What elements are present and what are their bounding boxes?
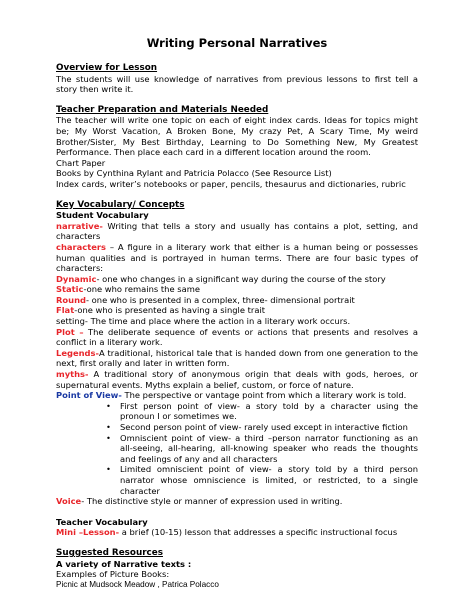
- resources-subheading: A variety of Narrative texts :: [56, 558, 192, 569]
- list-item: • Omniscient point of view- a third –person narrator functioning as an all-seeing, all-hearing, all-knowing speaker who reads the thoughts and feelings of any and all characters: [120, 433, 418, 465]
- list-item: • Limited omniscient point of view- a story told by a third person narrator whose omniscience is limited, or restricted, to a single character: [120, 464, 418, 496]
- page-title: Writing Personal Narratives: [146, 36, 328, 50]
- vocab-term: Static: [56, 284, 84, 295]
- student-vocab-heading: Student Vocabulary: [56, 210, 149, 221]
- vocab-term: myths: [56, 369, 86, 380]
- vocab-heading: Key Vocabulary/ Concepts: [56, 199, 185, 210]
- vocab-entry-legends: Legends-A traditional, historical tale that is handed down from one generation to the next, first orally and later in written form.: [56, 347, 418, 369]
- vocab-term: Plot: [56, 326, 75, 337]
- vocab-entry-narrative: narrative- Writing that tells a story and usually has contains a plot, setting, and characters: [56, 220, 418, 242]
- vocab-definition: A traditional, historical tale that is handed down from one generation to the next, first orally and later in written form.: [56, 347, 418, 369]
- vocab-term: Flat: [56, 305, 75, 316]
- vocab-term: Point of View: [56, 390, 119, 401]
- list-item: • First person point of view- a story told by a character using the pronoun I or sometimes we.: [120, 401, 418, 422]
- vocab-term: Legends: [56, 347, 96, 358]
- vocab-definition: a brief (10-15) lesson that addresses a specific instructional focus: [119, 527, 398, 538]
- vocab-definition: one who is presented as having a single trait: [77, 305, 266, 316]
- vocab-entry-round: Round- one who is presented in a complex, three- dimensional portrait: [56, 294, 355, 305]
- vocab-entry-dynamic: Dynamic- one who changes in a significant way during the course of the story: [56, 273, 386, 284]
- vocab-definition: A traditional story of anonymous origin that deals with gods, heroes, or supernatural events. Myths explain a belief, custom, or force of nature.: [56, 369, 418, 390]
- overview-text: The students will use knowledge of narratives from previous lessons to first tell a story then write it.: [56, 73, 418, 95]
- vocab-entry-setting: [56, 316, 418, 327]
- prep-item: Chart Paper: [56, 157, 106, 168]
- vocab-entry-flat: Flat-one who is presented as having a single trait: [56, 305, 266, 316]
- resources-book: Picnic at Mudsock Meadow , Patrica Polacco: [56, 579, 219, 589]
- vocab-term: Mini –Lesson: [56, 527, 116, 538]
- vocab-definition: one who is presented in a complex, three- dimensional portrait: [89, 294, 355, 305]
- vocab-definition: one who changes in a significant way during the course of the story: [99, 273, 386, 284]
- vocab-term: characters: [56, 241, 106, 252]
- vocab-definition: The perspective or vantage point from which a literary work is told.: [121, 390, 407, 401]
- vocab-entry-static: Static-one who remains the same: [56, 284, 200, 295]
- vocab-entry-myths: myths- A traditional story of anonymous origin that deals with gods, heroes, or supernatural events. Myths explain a belief, custom, or force of nature.: [56, 369, 418, 390]
- prep-heading: Teacher Preparation and Materials Needed: [56, 104, 269, 115]
- vocab-entry-point-of-view: Point of View- The perspective or vantage point from which a literary work is told.: [56, 390, 407, 401]
- vocab-definition: one who remains the same: [86, 284, 200, 295]
- teacher-vocab-heading: Teacher Vocabulary: [56, 516, 148, 527]
- vocab-term: narrative: [56, 220, 100, 231]
- vocab-term: Dynamic: [56, 273, 97, 284]
- prep-item: Index cards, writer’s notebooks or paper, pencils, thesaurus and dictionaries, rubric: [56, 178, 406, 189]
- vocab-entry-plot: Plot – The deliberate sequence of events or actions that presents and resolves a conflict in a literary work.: [56, 326, 418, 348]
- vocab-term: Voice: [56, 496, 82, 507]
- prep-item: Books by Cynthina Rylant and Patricia Polacco (See Resource List): [56, 168, 332, 179]
- vocab-definition: Writing that tells a story and usually has contains a plot, setting, and characters: [56, 220, 418, 242]
- overview-heading: Overview for Lesson: [56, 63, 158, 73]
- resources-heading: Suggested Resources: [56, 547, 163, 558]
- resources-line: Examples of Picture Books:: [56, 569, 170, 580]
- vocab-entry-mini-lesson: Mini –Lesson- a brief (10-15) lesson that addresses a specific instructional focus: [56, 527, 398, 538]
- vocab-definition: The distinctive style or manner of expression used in writing.: [84, 496, 343, 507]
- vocab-entry-characters: characters – A figure in a literary work that either is a human being or possesses human qualities and is portrayed in human terms. There are four basic types of characters:: [56, 241, 418, 274]
- prep-text: The teacher will write one topic on each of eight index cards. Ideas for topics might be; My Worst Vacation, A Broken Bone, My crazy Pet, A Scary Time, My weird Brother/Sister, My Best Birthday, Learning to Do Something New, My Greatest Performance. Then place each card in a different location around the room.: [56, 115, 418, 158]
- vocab-term: Round: [56, 294, 87, 305]
- pov-bullet-list: [56, 401, 418, 496]
- list-item: • Second person point of view- rarely used except in interactive fiction: [120, 422, 418, 433]
- vocab-definition: A figure in a literary work that either is a human being or possesses human qualities and is portrayed in human terms. There are four basic types of characters:: [56, 241, 418, 274]
- vocab-definition: The deliberate sequence of events or actions that presents and resolves a conflict in a literary work.: [56, 326, 418, 348]
- vocab-definition: setting- The time and place where the action in a literary work occurs.: [56, 316, 351, 327]
- vocab-entry-voice: Voice- The distinctive style or manner of expression used in writing.: [56, 496, 343, 507]
